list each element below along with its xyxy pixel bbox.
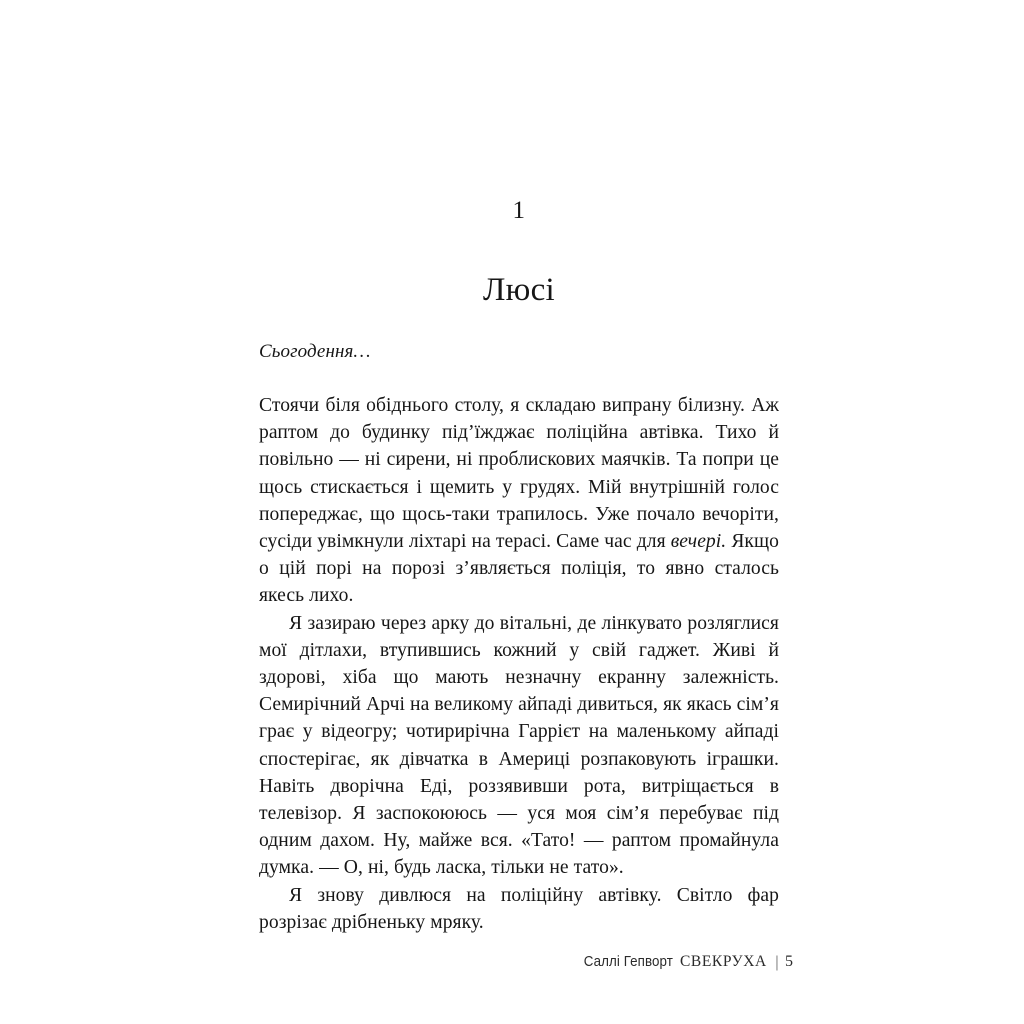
paragraph-1-part-2: Якщо о цій порі на порозі з’являється поліція, то явно сталось якесь лихо. <box>259 531 779 607</box>
footer-separator: | <box>774 954 779 971</box>
paragraph-first <box>259 392 779 610</box>
time-marker: Сьогодення… <box>259 341 371 362</box>
chapter-title: Люсі <box>482 272 556 308</box>
paragraph-third: Я знову дивлюся на поліційну автівку. Світло фар розрізає дрібненьку мряку. <box>259 884 779 933</box>
footer-page-number: 5 <box>785 953 793 970</box>
text-column <box>259 0 779 936</box>
body-text <box>259 365 779 936</box>
emphasized-word-vecheri: вечері. <box>670 531 727 553</box>
footer-author: Саллі Гепворт <box>583 954 673 970</box>
paragraph-second: Я зазираю через арку до вітальні, де лінкувато розляглися мої дітлахи, втупившись кожний у свій гаджет. Живі й здорові, хіба що мають незначну екранну залежність. Семирічний Арчі на великому айпаді дивиться, як якась сім’я грає у відеогру; чотирирічна Гаррієт на маленькому айпаді спостерігає, як дівчатка в Америці розпаковують іграшки. Навіть дворічна Еді, роззявивши рота, витріщається в телевізор. Я заспокоююсь — уся моя сім’я перебуває під одним дахом. Ну, майже вся. «Тато! — раптом промайнула думка. — О, ні, будь ласка, тільки не тато». <box>259 612 779 879</box>
paragraph-1-part-1: Стоячи біля обіднього столу, я складаю випрану білизну. Аж раптом до будинку під’їжджає поліційна автівка. Тихо й повільно — ні сирени, ні проблискових маячків. Та попри це щось стискається і щемить у грудях. Мій внутрішній голос попереджає, що щось-таки трапилось. Уже почало вечоріти, сусіди увімкнули ліхтарі на терасі. Саме час для <box>259 395 779 553</box>
running-footer <box>0 953 793 972</box>
chapter-number: 1 <box>512 197 526 224</box>
footer-book-title: СВЕКРУХА <box>679 953 767 970</box>
